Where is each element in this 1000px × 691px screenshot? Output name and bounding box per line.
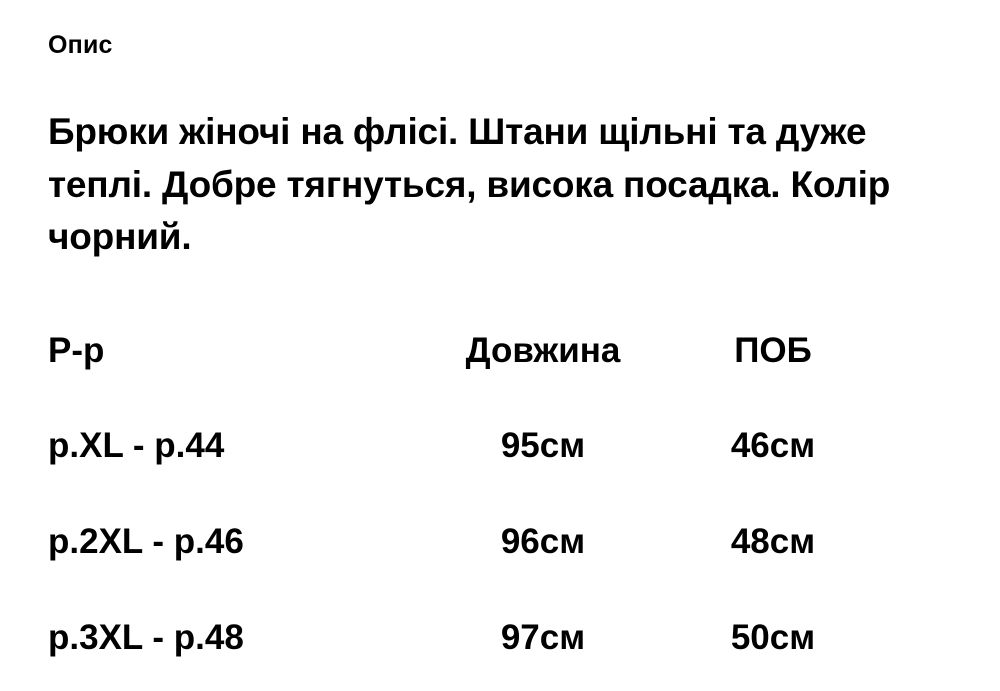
cell-length: 96см bbox=[500, 522, 586, 562]
cell-size: р.XL - р.44 bbox=[48, 426, 225, 466]
product-description-text: Брюки жіночі на флісі. Штани щільні та дуже теплі. Добре тягнуться, висока посадка. Колір чорний. bbox=[48, 111, 891, 258]
cell-length: 95см bbox=[500, 426, 586, 466]
table-row bbox=[48, 398, 878, 494]
table-header-row bbox=[48, 304, 878, 398]
header-hip: ПОБ bbox=[734, 331, 812, 371]
table-row bbox=[48, 494, 878, 590]
cell-length: 97см bbox=[500, 618, 586, 658]
size-table bbox=[48, 304, 878, 686]
section-title: Опис bbox=[48, 31, 113, 59]
header-length: Довжина bbox=[465, 331, 621, 371]
size-table-body bbox=[48, 398, 878, 686]
cell-hip: 46см bbox=[730, 426, 816, 466]
table-row bbox=[48, 590, 878, 686]
header-size: Р-р bbox=[48, 331, 105, 371]
cell-hip: 50см bbox=[730, 618, 816, 658]
cell-hip: 48см bbox=[730, 522, 816, 562]
cell-size: р.3XL - р.48 bbox=[48, 618, 244, 658]
cell-size: р.2XL - р.46 bbox=[48, 522, 244, 562]
size-table-header bbox=[48, 304, 878, 398]
